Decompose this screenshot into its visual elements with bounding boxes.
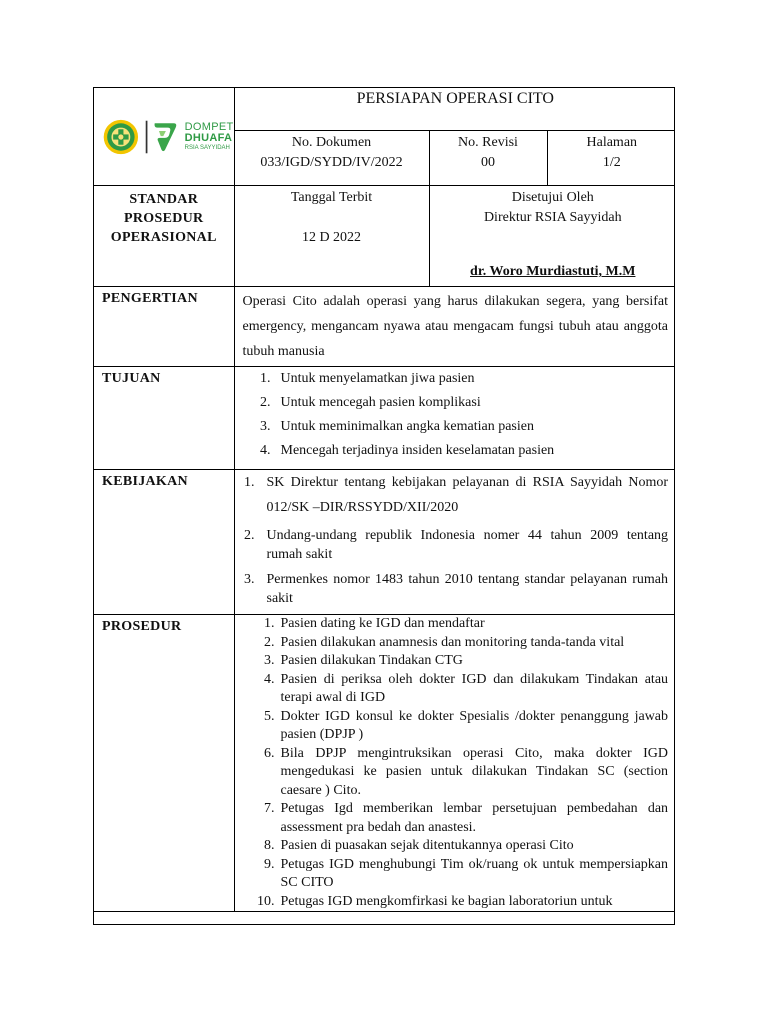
approval-cell [429, 186, 675, 287]
brand-line-2: DHUAFA [184, 132, 233, 144]
list-item: 4. Mencegah terjadinya insiden keselamatan pasien [260, 443, 555, 458]
list-item: 3. Permenkes nomor 1483 tahun 2010 tentang standar pelayanan rumah sakit [244, 572, 669, 606]
sop-label-line-1: STANDAR [129, 192, 199, 207]
no-revisi-label: No. Revisi [458, 135, 518, 150]
brand-line-3: RSIA SAYYIDAH [184, 145, 230, 151]
list-item: 4. Pasien di periksa oleh dokter IGD dan dilakukam Tindakan atau terapi awal di IGD [264, 671, 669, 705]
pengertian-label-cell [94, 287, 234, 367]
divider-icon [144, 118, 149, 156]
document-title-cell [234, 88, 675, 131]
ministry-health-logo-icon [102, 115, 140, 159]
list-item: 1. Pasien dating ke IGD dan mendaftar [264, 616, 485, 631]
pengertian-label: PENGERTIAN [102, 291, 198, 306]
dompet-dhuafa-logo-icon [153, 118, 179, 156]
sop-document [93, 87, 675, 925]
kebijakan-list-cell [234, 470, 675, 615]
sop-label-line-3: OPERASIONAL [110, 230, 217, 245]
tujuan-label: TUJUAN [102, 371, 161, 386]
list-item: 7. Petugas Igd memberikan lembar persetujuan pembedahan dan assessment pra bedah dan anastesi. [264, 801, 669, 835]
kebijakan-label-cell [94, 470, 234, 615]
sop-table [94, 88, 675, 912]
list-item: 1. Untuk menyelamatkan jiwa pasien [260, 371, 475, 386]
halaman-cell [547, 131, 675, 186]
prosedur-label-cell [94, 615, 234, 912]
list-item: 10. Petugas IGD mengkomfirkasi ke bagian laboratoriun untuk [257, 893, 613, 909]
prosedur-list-cell [234, 615, 675, 912]
no-dokumen-value: 033/IGD/SYDD/IV/2022 [260, 155, 403, 170]
approval-label: Disetujui Oleh [511, 190, 594, 205]
sop-label-line-2: PROSEDUR [124, 211, 204, 226]
list-item: 3. Untuk meminimalkan angka kematian pasien [260, 419, 534, 434]
no-dokumen-label: No. Dokumen [291, 135, 372, 150]
kebijakan-list [235, 470, 676, 608]
tujuan-list [235, 367, 676, 463]
tujuan-list-cell [234, 367, 675, 470]
brand-line-1: DOMPET [184, 121, 234, 133]
approval-role: Direktur RSIA Sayyidah [483, 210, 622, 225]
list-item: 8. Pasien di puasakan sejak ditentukannya operasi Cito [264, 838, 574, 853]
halaman-value: 1/2 [602, 155, 621, 170]
pengertian-text-cell [234, 287, 675, 367]
logo-cell [94, 88, 234, 186]
list-item: 2. Untuk mencegah pasien komplikasi [260, 395, 481, 410]
list-item: 6. Bila DPJP mengintruksikan operasi Cito, maka dokter IGD mengedukasi ke pasien untuk dilakukan Tindakan SC (section caesare ) Cito. [264, 745, 669, 798]
pengertian-text: Operasi Cito adalah operasi yang harus dilakukan segera, yang bersifat emergency, mengancam nyawa atau mengacam fungsi tubuh atau anggota tubuh manusia [242, 294, 669, 359]
document-title: PERSIAPAN OPERASI CITO [356, 90, 554, 107]
list-item: 9. Petugas IGD menghubungi Tim ok/ruang ok untuk mempersiapkan SC CITO [264, 856, 669, 890]
tanggal-terbit-cell [234, 186, 429, 287]
list-item: 2. Undang-undang republik Indonesia nomer 44 tahun 2009 tentang rumah sakit [244, 528, 669, 562]
prosedur-label: PROSEDUR [102, 619, 182, 634]
tujuan-label-cell [94, 367, 234, 470]
tanggal-terbit-value: 12 D 2022 [301, 230, 362, 245]
halaman-label: Halaman [586, 135, 638, 150]
list-item: 3. Pasien dilakukan Tindakan CTG [264, 653, 463, 668]
brand-text [185, 122, 234, 151]
tanggal-terbit-label: Tanggal Terbit [290, 190, 373, 205]
kebijakan-label: KEBIJAKAN [102, 474, 188, 489]
prosedur-list [235, 615, 676, 911]
list-item: 1. SK Direktur tentang kebijakan pelayanan di RSIA Sayyidah Nomor 012/SK –DIR/RSSYDD/XII/2020 [244, 475, 669, 515]
sop-label-cell [94, 186, 234, 287]
approver-name: dr. Woro Murdiastuti, M.M [470, 264, 636, 279]
no-revisi-value: 00 [481, 155, 495, 170]
list-item: 2. Pasien dilakukan anamnesis dan monitoring tanda-tanda vital [264, 634, 625, 650]
list-item: 5. Dokter IGD konsul ke dokter Spesialis /dokter penanggung jawab pasien (DPJP ) [264, 708, 669, 742]
no-revisi-cell [429, 131, 547, 186]
no-dokumen-cell [234, 131, 429, 186]
